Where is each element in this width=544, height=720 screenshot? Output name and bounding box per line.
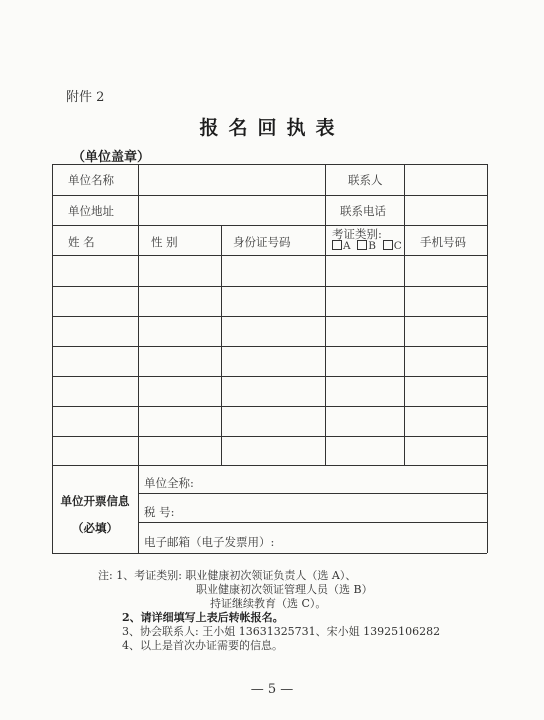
id-number-column-header: 身份证号码 <box>233 235 291 249</box>
cert-type-column-header: 考证类别: <box>332 227 382 241</box>
checkbox-a-icon <box>332 240 342 250</box>
unit-address-label: 单位地址 <box>68 204 114 218</box>
required-note-label: （必填） <box>72 521 118 535</box>
checkbox-b-icon <box>357 240 367 250</box>
unit-seal-label: （单位盖章） <box>72 150 151 165</box>
attachment-label: 附件 2 <box>66 90 105 105</box>
form-title: 报名回执表 <box>199 117 345 139</box>
unit-full-name-label: 单位全称: <box>144 476 194 490</box>
unit-name-label: 单位名称 <box>68 173 114 187</box>
contact-phone-label: 联系电话 <box>340 204 386 218</box>
cert-type-options <box>332 240 402 252</box>
name-column-header: 姓 名 <box>68 235 95 249</box>
note-line-5: 3、协会联系人: 王小姐 13631325731、宋小姐 13925106282 <box>122 625 441 638</box>
tax-number-label: 税 号: <box>144 505 175 519</box>
gender-column-header: 性 别 <box>151 235 178 249</box>
option-a-label: A <box>343 240 351 252</box>
email-label: 电子邮箱（电子发票用）: <box>144 535 275 549</box>
note-line-6: 4、以上是首次办证需要的信息。 <box>122 639 283 652</box>
contact-person-label: 联系人 <box>348 173 383 187</box>
mobile-column-header: 手机号码 <box>420 235 466 249</box>
invoice-info-label: 单位开票信息 <box>60 494 130 508</box>
note-line-3: 持证继续教育（选 C）。 <box>210 597 327 610</box>
note-line-1: 注: 1、考证类别: 职业健康初次领证负责人（选 A）、 <box>98 569 357 582</box>
note-line-4: 2、请详细填写上表后转帐报名。 <box>122 611 284 624</box>
option-b-label: B <box>368 240 376 252</box>
note-line-2: 职业健康初次领证管理人员（选 B） <box>196 583 373 596</box>
option-c-label: C <box>393 240 402 252</box>
checkbox-c-icon <box>383 240 393 250</box>
page-number: — 5 — <box>250 682 294 697</box>
